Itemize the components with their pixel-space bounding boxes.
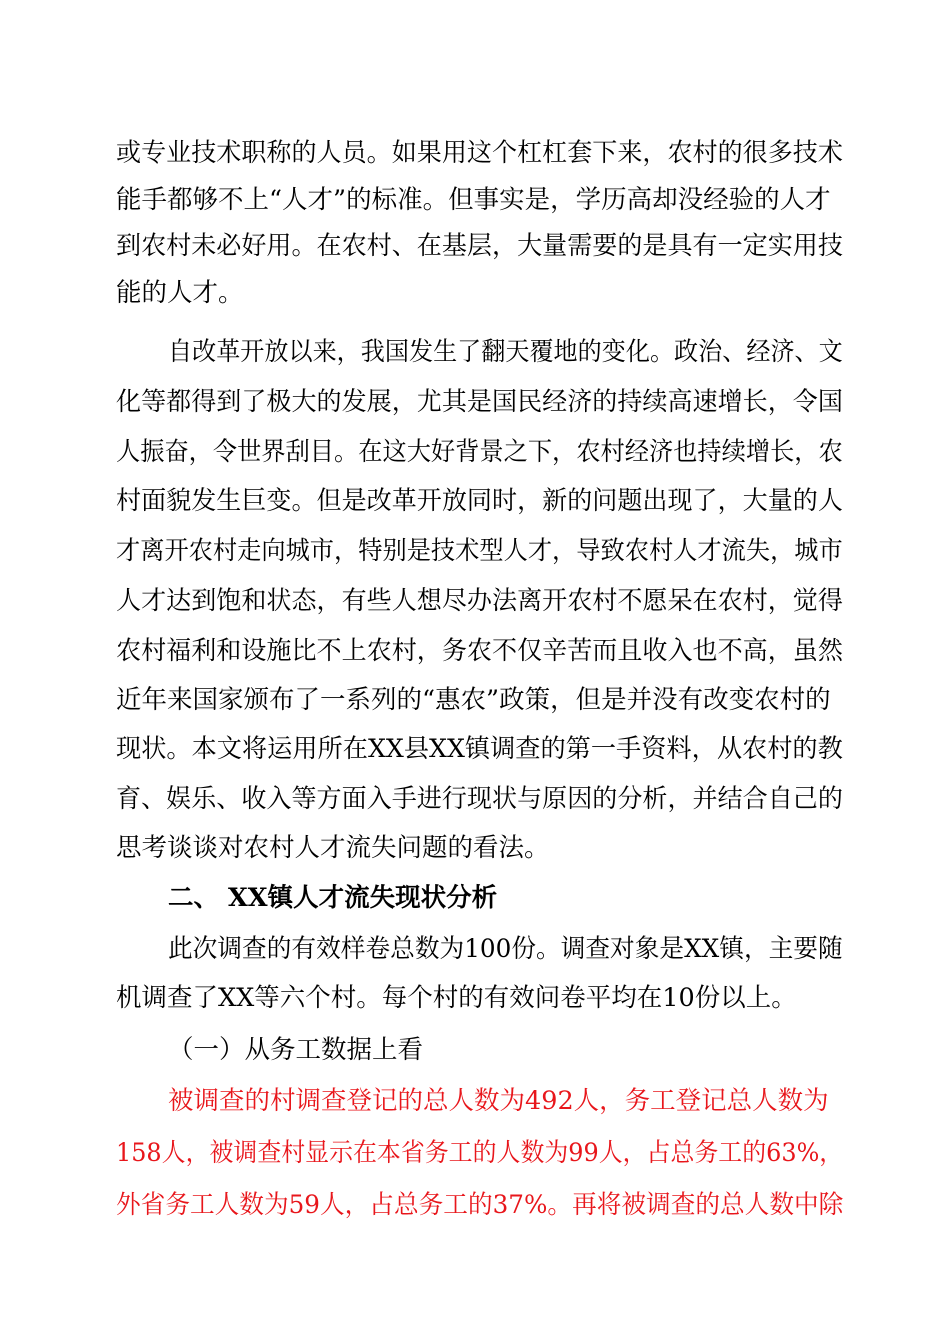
- text-line-content: 到农村未必好用。在农村、在基层，大量需要的是具有一定实用技: [116, 231, 843, 261]
- section-heading-title: XX镇人才流失现状分析: [228, 883, 498, 913]
- text-line: [0, 481, 950, 521]
- text-line-content: 现状。本文将运用所在XX县XX镇调查的第一手资料，从农村的教: [116, 734, 843, 764]
- text-line: [0, 828, 950, 868]
- text-line: [0, 133, 950, 173]
- text-line-content: 158人，被调查村显示在本省务工的人数为99人，占总务工的63%，: [116, 1138, 844, 1168]
- subheading-text: （一）从务工数据上看: [168, 1035, 424, 1065]
- section-heading: [0, 878, 950, 918]
- text-line: [0, 273, 950, 313]
- text-line-content: 能手都够不上“人才”的标准。但事实是，学历高却没经验的人才: [116, 185, 831, 215]
- text-line: [0, 226, 950, 266]
- text-line: [0, 779, 950, 819]
- text-line-highlighted: [0, 1133, 950, 1173]
- text-line-content: 才离开农村走向城市，特别是技术型人才，导致农村人才流失，城市: [116, 536, 843, 566]
- text-line: [0, 531, 950, 571]
- text-line-content: 机调查了XX等六个村。每个村的有效问卷平均在10份以上。: [116, 983, 797, 1013]
- text-line-content: 思考谈谈对农村人才流失问题的看法。: [116, 833, 550, 863]
- text-line-content: 化等都得到了极大的发展，尤其是国民经济的持续高速增长，令国: [116, 387, 843, 417]
- text-line: [0, 978, 950, 1018]
- text-line-highlighted: [0, 1185, 950, 1225]
- text-line: [0, 581, 950, 621]
- text-line-content: 村面貌发生巨变。但是改革开放同时，新的问题出现了，大量的人: [116, 486, 843, 516]
- text-line: [0, 332, 950, 372]
- text-line-content: 自改革开放以来，我国发生了翻天覆地的变化。政治、经济、文: [168, 337, 843, 367]
- text-line: [0, 631, 950, 671]
- text-line-content: 近年来国家颁布了一系列的“惠农”政策，但是并没有改变农村的: [116, 685, 831, 715]
- text-line-content: 农村福利和设施比不上农村，务农不仅辛苦而且收入也不高，虽然: [116, 636, 843, 666]
- text-line: [0, 180, 950, 220]
- text-line-content: 此次调查的有效样卷总数为100份。调查对象是XX镇，主要随: [168, 934, 843, 964]
- section-heading-number: 二、: [168, 883, 220, 913]
- text-line-content: 被调查的村调查登记的总人数为492人，务工登记总人数为: [168, 1086, 829, 1116]
- text-line-content: 人才达到饱和状态，有些人想尽办法离开农村不愿呆在农村，觉得: [116, 586, 843, 616]
- text-line: [0, 432, 950, 472]
- text-line-highlighted: [0, 1081, 950, 1121]
- text-line-content: 或专业技术职称的人员。如果用这个杠杠套下来，农村的很多技术: [116, 138, 843, 168]
- text-line-content: 能的人才。: [116, 278, 244, 308]
- subheading: [0, 1030, 950, 1070]
- text-line-content: 外省务工人数为59人，占总务工的37%。再将被调查的总人数中除: [116, 1190, 844, 1220]
- text-line-content: 育、娱乐、收入等方面入手进行现状与原因的分析，并结合自己的: [116, 784, 843, 814]
- text-line-content: 人振奋，令世界刮目。在这大好背景之下，农村经济也持续增长，农: [116, 437, 843, 467]
- text-line: [0, 729, 950, 769]
- text-line: [0, 929, 950, 969]
- text-line: [0, 680, 950, 720]
- text-line: [0, 382, 950, 422]
